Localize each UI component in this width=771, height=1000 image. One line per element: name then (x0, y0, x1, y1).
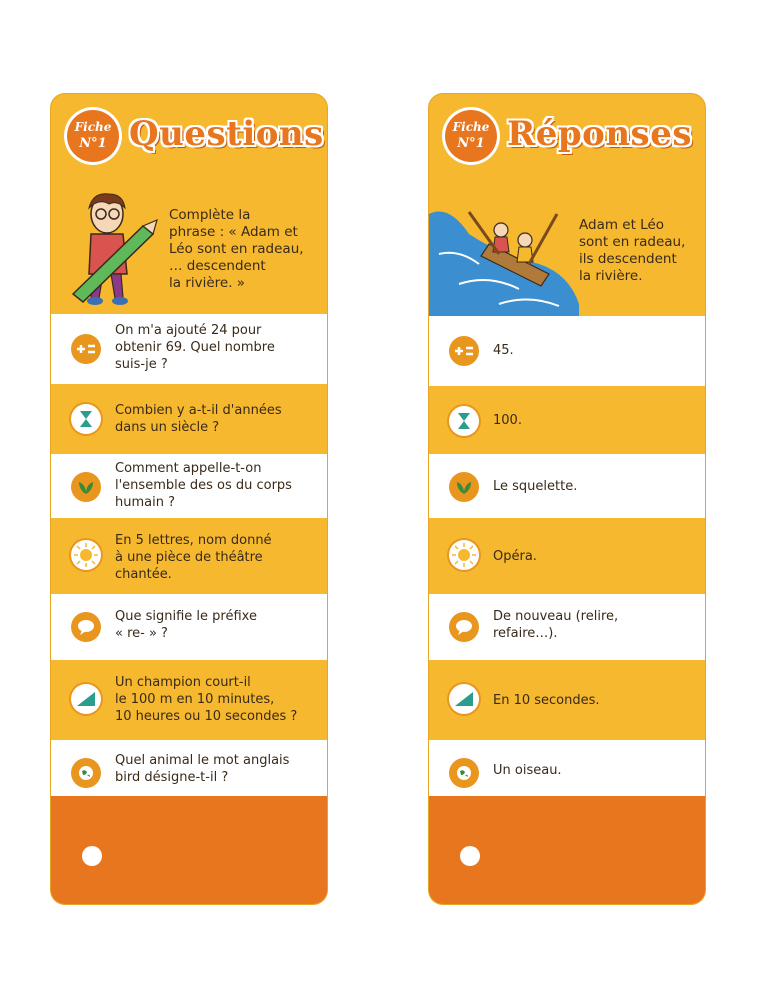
answer-text (493, 692, 695, 709)
text-line: refaire…). (493, 626, 558, 641)
text-line: Comment appelle-t-on (115, 461, 262, 476)
question-text (115, 752, 317, 786)
text-line: humain ? (115, 495, 175, 510)
question-row (51, 384, 327, 454)
answer-text (493, 342, 695, 359)
question-row (51, 314, 327, 384)
plus-equals-icon (71, 334, 101, 364)
text-line: Quel animal le mot anglais (115, 753, 290, 768)
text-line: Un champion court-il (115, 675, 251, 690)
intro-line: Complète la (169, 207, 251, 223)
badge-line2: N°1 (457, 136, 485, 151)
questions-bookmark (51, 94, 327, 904)
question-text (115, 674, 317, 725)
question-text (115, 532, 317, 583)
question-row (51, 454, 327, 518)
question-row (51, 594, 327, 660)
globe-icon (449, 758, 479, 788)
answer-intro (579, 217, 699, 285)
question-text (115, 608, 317, 642)
intro-line: Léo sont en radeau, (169, 241, 304, 257)
globe-icon (71, 758, 101, 788)
answers-title: Réponses (507, 114, 692, 154)
text-line: En 5 lettres, nom donné (115, 533, 272, 548)
text-line: 10 heures ou 10 secondes ? (115, 709, 298, 724)
speech-bubble-icon (71, 612, 101, 642)
bottom-band (429, 796, 705, 904)
text-line: l'ensemble des os du corps (115, 478, 292, 493)
answer-row (429, 594, 705, 660)
answers-header (429, 94, 705, 174)
answer-text (493, 412, 695, 429)
text-line: dans un siècle ? (115, 420, 220, 435)
answer-row (429, 454, 705, 518)
answer-text (493, 478, 695, 495)
text-line: « re- » ? (115, 626, 168, 641)
answer-row (429, 316, 705, 386)
text-line: De nouveau (relire, (493, 609, 619, 624)
question-text (115, 460, 317, 511)
text-line: 45. (493, 343, 514, 358)
answer-row (429, 740, 705, 800)
ruler-triangle-icon (449, 684, 479, 714)
text-line: le 100 m en 10 minutes, (115, 692, 275, 707)
text-line: Opéra. (493, 549, 537, 564)
answer-text (493, 762, 695, 779)
text-line: 100. (493, 413, 522, 428)
hourglass-icon (449, 406, 479, 436)
intro-line: ils descendent (579, 251, 677, 267)
intro-line: Adam et Léo (579, 217, 665, 233)
question-intro (169, 207, 319, 292)
question-text (115, 402, 317, 436)
question-row (51, 660, 327, 740)
text-line: Un oiseau. (493, 763, 562, 778)
intro-line: sont en radeau, (579, 234, 686, 250)
question-row (51, 740, 327, 800)
text-line: En 10 secondes. (493, 693, 600, 708)
bottom-band (51, 796, 327, 904)
bookmark-hole (82, 846, 102, 866)
sun-icon (449, 540, 479, 570)
fiche-badge (445, 110, 497, 162)
badge-line1: Fiche (452, 120, 490, 134)
question-text (115, 322, 317, 373)
fiche-badge (67, 110, 119, 162)
raft-river-illustration (429, 194, 579, 316)
answers-bookmark (429, 94, 705, 904)
badge-line1: Fiche (74, 120, 112, 134)
text-line: à une pièce de théâtre (115, 550, 263, 565)
leaf-icon (71, 472, 101, 502)
answer-text (493, 608, 695, 642)
text-line: Que signifie le préfixe (115, 609, 257, 624)
intro-line: la rivière. » (169, 275, 246, 291)
answer-row (429, 386, 705, 454)
sun-icon (71, 540, 101, 570)
text-line: obtenir 69. Quel nombre (115, 340, 275, 355)
badge-line2: N°1 (79, 136, 107, 151)
speech-bubble-icon (449, 612, 479, 642)
text-line: On m'a ajouté 24 pour (115, 323, 262, 338)
questions-header (51, 94, 327, 174)
text-line: chantée. (115, 567, 172, 582)
intro-line: la rivière. (579, 268, 643, 284)
intro-line: phrase : « Adam et (169, 224, 298, 240)
leaf-icon (449, 472, 479, 502)
intro-line: … descendent (169, 258, 266, 274)
answer-row (429, 518, 705, 594)
answer-row (429, 660, 705, 740)
ruler-triangle-icon (71, 684, 101, 714)
text-line: Le squelette. (493, 479, 578, 494)
text-line: bird désigne-t-il ? (115, 770, 229, 785)
text-line: Combien y a-t-il d'années (115, 403, 282, 418)
answer-text (493, 548, 695, 565)
plus-equals-icon (449, 336, 479, 366)
bookmark-hole (460, 846, 480, 866)
child-with-pencil-illustration (65, 186, 165, 311)
questions-title: Questions (129, 114, 324, 154)
hourglass-icon (71, 404, 101, 434)
text-line: suis-je ? (115, 357, 168, 372)
question-row (51, 518, 327, 594)
